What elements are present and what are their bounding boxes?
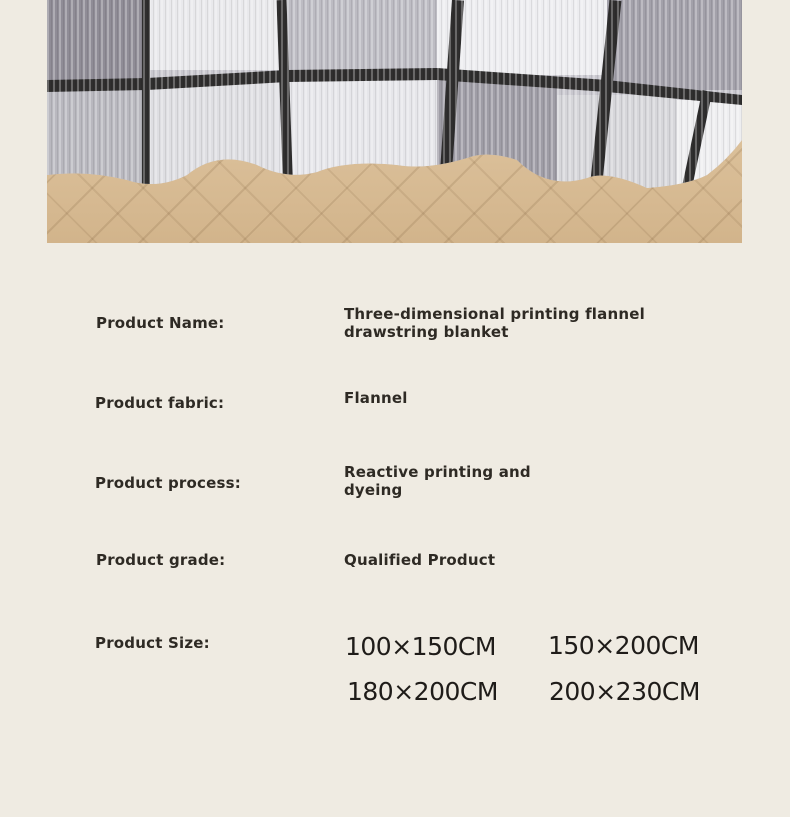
size-option: 180×200CM — [347, 677, 498, 706]
size-option: 150×200CM — [548, 631, 699, 660]
product-fabric-value: Flannel — [344, 389, 408, 407]
product-size-label: Product Size: — [95, 634, 210, 652]
product-fabric-label: Product fabric: — [95, 394, 225, 412]
blanket-pattern-icon — [47, 0, 742, 200]
size-option: 200×230CM — [549, 677, 700, 706]
product-grade-value: Qualified Product — [344, 551, 496, 569]
product-photo — [47, 0, 742, 243]
product-process-label: Product process: — [95, 474, 241, 492]
product-name-value: Three-dimensional printing flannel drawstring blanket — [344, 305, 645, 341]
product-name-label: Product Name: — [96, 314, 225, 332]
product-grade-label: Product grade: — [96, 551, 226, 569]
size-option: 100×150CM — [345, 632, 496, 661]
product-process-value: Reactive printing and dyeing — [344, 463, 531, 499]
